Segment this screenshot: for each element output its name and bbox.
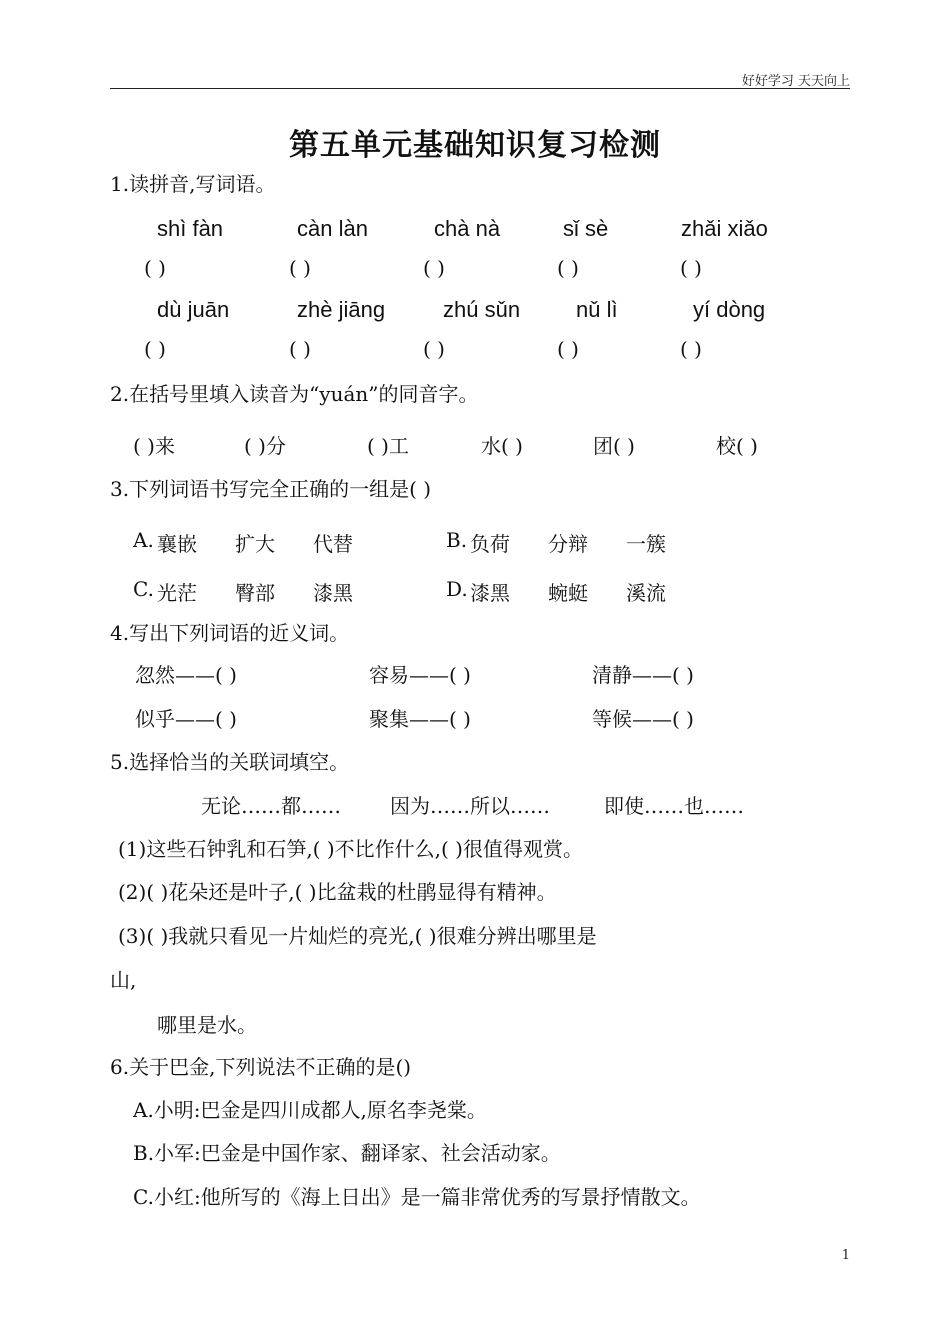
q1-blank-4[interactable]: ( ) (557, 256, 579, 280)
q4-heading: 4.写出下列词语的近义词。 (110, 621, 350, 645)
q5-heading: 5.选择恰当的关联词填空。 (110, 750, 350, 774)
q1-blank-7[interactable]: ( ) (289, 337, 311, 361)
q1-heading: 1.读拼音,写词语。 (110, 172, 276, 196)
q5-choice-3: 即使……也…… (604, 794, 744, 818)
q3-option-d-word-3: 溪流 (626, 581, 666, 605)
q1-blank-3[interactable]: ( ) (423, 256, 445, 280)
q2-item-1[interactable]: ( )来 (133, 434, 175, 458)
q1-pinyin-1: shì fàn (157, 216, 224, 241)
q1-blank-1[interactable]: ( ) (144, 256, 166, 280)
q1-pinyin-10: yí dòng (693, 297, 766, 322)
q3-option-d-word-1: 漆黑 (470, 581, 510, 605)
q2-item-2[interactable]: ( )分 (244, 434, 286, 458)
q1-pinyin-3: chà nà (434, 216, 501, 241)
q4-item-2[interactable]: 容易——( ) (369, 663, 471, 687)
q1-pinyin-6: dù juān (157, 297, 230, 322)
q2-item-6[interactable]: 校( ) (716, 434, 758, 458)
q1-blank-10[interactable]: ( ) (680, 337, 702, 361)
q4-item-1[interactable]: 忽然——( ) (135, 663, 237, 687)
q5-choice-2: 因为……所以…… (390, 794, 550, 818)
q2-heading: 2.在括号里填入读音为“yuán”的同音字。 (110, 382, 479, 406)
q3-option-c-word-2: 臀部 (235, 581, 275, 605)
q1-blank-5[interactable]: ( ) (680, 256, 702, 280)
q4-item-6[interactable]: 等候——( ) (592, 707, 694, 731)
q3-option-b-word-3: 一簇 (626, 532, 666, 556)
q5-sentence-3-end: 哪里是水。 (157, 1013, 257, 1037)
q4-item-5[interactable]: 聚集——( ) (369, 707, 471, 731)
q4-item-4[interactable]: 似乎——( ) (135, 707, 237, 731)
q3-option-c-label[interactable]: C. (133, 577, 154, 601)
q5-sentence-3[interactable]: (3)( )我就只看见一片灿烂的亮光,( )很难分辨出哪里是 (118, 924, 597, 948)
q2-item-4[interactable]: 水( ) (481, 434, 523, 458)
q3-option-b-word-1: 负荷 (470, 532, 510, 556)
q6-option-b[interactable]: B.小军:巴金是中国作家、翻译家、社会活动家。 (133, 1141, 561, 1165)
page-number: 1 (841, 1248, 850, 1263)
q5-sentence-2[interactable]: (2)( )花朵还是叶子,( )比盆栽的杜鹃显得有精神。 (118, 880, 557, 904)
q3-option-d-label[interactable]: D. (446, 577, 468, 601)
q3-option-c-word-3: 漆黑 (313, 581, 353, 605)
page-title: 第五单元基础知识复习检测 (289, 128, 661, 163)
q6-option-a[interactable]: A.小明:巴金是四川成都人,原名李尧棠。 (133, 1098, 487, 1122)
q6-option-c[interactable]: C.小红:他所写的《海上日出》是一篇非常优秀的写景抒情散文。 (133, 1185, 701, 1209)
q2-item-5[interactable]: 团( ) (593, 434, 635, 458)
header-motto: 好好学习 天天向上 (741, 74, 850, 89)
q3-option-d-word-2: 蜿蜓 (548, 581, 588, 605)
q3-option-a-word-3: 代替 (313, 532, 353, 556)
header-rule (110, 88, 850, 89)
q5-sentence-1[interactable]: (1)这些石钟乳和石笋,( )不比作什么,( )很值得观赏。 (118, 837, 583, 861)
q1-pinyin-7: zhè jiāng (297, 297, 386, 322)
q3-option-a-label[interactable]: A. (133, 528, 154, 552)
q3-option-a-word-1: 襄嵌 (157, 532, 197, 556)
q3-option-b-label[interactable]: B. (446, 528, 468, 552)
q1-pinyin-9: nǔ lì (576, 297, 618, 322)
q3-option-c-word-1: 光茫 (157, 581, 197, 605)
q1-pinyin-5: zhǎi xiǎo (681, 216, 768, 241)
q3-option-a-word-2: 扩大 (235, 532, 275, 556)
q3-option-b-word-2: 分辩 (548, 532, 588, 556)
q1-blank-8[interactable]: ( ) (423, 337, 445, 361)
q6-heading: 6.关于巴金,下列说法不正确的是() (110, 1055, 412, 1079)
q1-pinyin-4: sǐ sè (563, 216, 609, 241)
q4-item-3[interactable]: 清静——( ) (592, 663, 694, 687)
q1-pinyin-8: zhú sǔn (443, 297, 521, 322)
q5-choice-1: 无论……都…… (201, 794, 341, 818)
q5-sentence-3-wrap: 山, (110, 968, 137, 992)
q1-blank-6[interactable]: ( ) (144, 337, 166, 361)
q1-pinyin-2: càn làn (297, 216, 368, 241)
q2-item-3[interactable]: ( )工 (367, 434, 409, 458)
q1-blank-2[interactable]: ( ) (289, 256, 311, 280)
q1-blank-9[interactable]: ( ) (557, 337, 579, 361)
q3-heading: 3.下列词语书写完全正确的一组是( ) (110, 477, 432, 501)
